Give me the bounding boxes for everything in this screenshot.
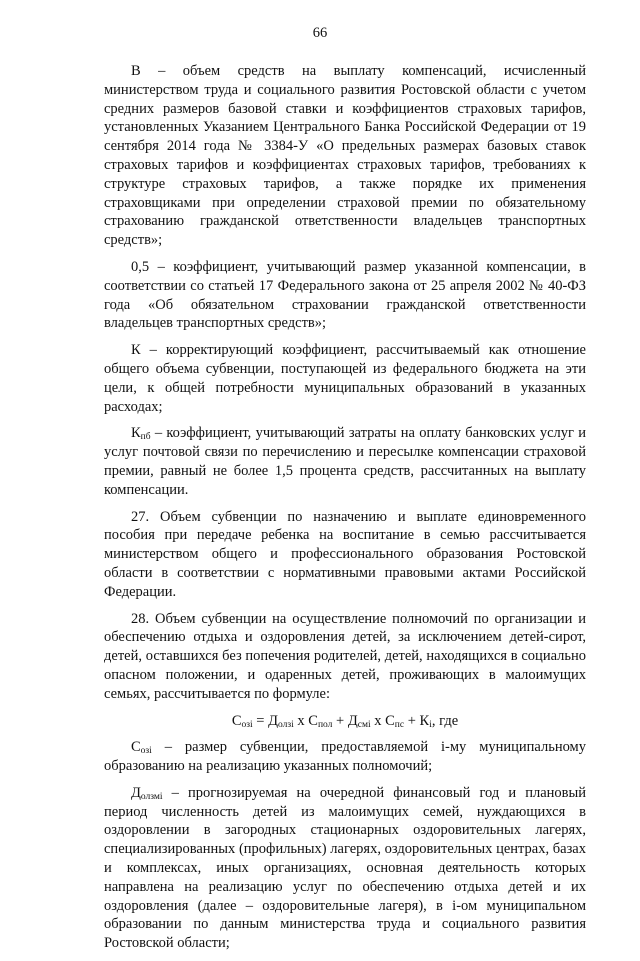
formula-operator: + — [404, 712, 420, 729]
formula-subscript: смi — [357, 719, 371, 730]
formula-subscript: i — [429, 719, 432, 730]
paragraph-item-28 — [104, 610, 586, 704]
formula-operator: х — [370, 712, 386, 729]
paragraph-dolzmi — [104, 784, 586, 953]
formula-tail: , где — [431, 712, 459, 729]
paragraph-kpb — [104, 424, 586, 499]
paragraph-text: – прогнозируемая на очередной финансовый год и плановый период численность детей из малоимущих семей, нуждающихся в оздоровлении в загородных стационарных оздоровительных лагерях, специализированных (профильных) лагерях, оздоровительных центрах, базах и комплексах, иных организациях, основная деятельность которых направлена на реализацию услуг по обеспечению отдыха детей и их оздоровления (далее – оздоровительные лагеря), в i-ом муниципальном образовании по данным министерства труда и социального развития Ростовской области; — [104, 784, 586, 952]
term: С — [131, 739, 141, 756]
paragraph-text: – объем средств на выплату компенсаций, исчисленный министерством труда и социального развития Ростовской области с учетом средних размеров базовой ставки и коэффициентов страховых тарифов, установленных Указанием Центрального Банка Российской Федерации от 19 сентября 2014 года № 3384-У «О предельных размерах базовых ставок страховых тарифов и коэффициентах страховых тарифов, требованиях к структуре страховых тарифов, а также порядке их применения страховщиками при определении страховой премии по обязательному страхованию гражданской ответственности владельцев транспортных средств»; — [104, 63, 586, 249]
term: 0,5 — [131, 258, 150, 275]
formula-symbol: С — [385, 712, 395, 729]
formula-symbol: Д — [268, 712, 279, 729]
paragraph-text: – корректирующий коэффициент, рассчитываемый как отношение общего объема субвенции, поступающей из федерального бюджета на эти цели, к общей потребности муниципальных образований в указанных расходах; — [104, 342, 586, 415]
paragraph-item-27 — [104, 508, 586, 602]
paragraph-text: – коэффициент, учитывающий размер указанной компенсации, в соответствии со статьей 17 Федерального закона от 25 апреля 2002 № 40-ФЗ года «Об обязательном страховании гражданской ответственности владельцев транспортных средств»; — [104, 258, 586, 332]
term-subscript: озi — [140, 746, 152, 757]
term: К — [131, 425, 141, 442]
formula-operator: + — [332, 712, 348, 729]
paragraph-text: 28. Объем субвенции на осуществление полномочий по организации и обеспечению отдыха и оздоровления детей, за исключением детей-сирот, детей, оставшихся без попечения родителей, детей, находящихся в социально опасном положении, и одаренных детей, проживающих в малоимущих семьях, рассчитывается по формуле: — [104, 610, 586, 702]
paragraph-sozi — [104, 738, 586, 776]
formula-operator: = — [252, 712, 269, 729]
term: Д — [131, 784, 141, 801]
term: В — [131, 63, 141, 79]
paragraph-text: – размер субвенции, предоставляемой i-му муниципальному образованию на реализацию указанных полномочий; — [104, 739, 586, 775]
term-subscript: пб — [140, 432, 151, 443]
formula-subscript: олзi — [278, 719, 294, 730]
page-number: 66 — [312, 25, 328, 41]
term-subscript: олзмi — [140, 791, 163, 802]
paragraph-text: – коэффициент, учитывающий затраты на оплату банковских услуг и услуг почтовой связи по перечислению и пересылке компенсации страховой премии, равный не более 1,5 процента средств, рассчитанных на выплату компенсации. — [104, 425, 586, 498]
paragraph-text: 27. Объем субвенции по назначению и выплате единовременного пособия при передаче ребенка на воспитание в семью рассчитывается министерством общего и профессионального образования Ростовской области в соответствии с нормативными правовыми актами Российской Федерации. — [104, 508, 586, 600]
paragraph-k — [104, 341, 586, 416]
formula-symbol: С — [308, 712, 318, 729]
formula-subscript: озi — [241, 719, 253, 730]
formula — [104, 712, 586, 731]
formula-symbol: С — [231, 712, 242, 729]
formula-symbol: К — [419, 712, 430, 729]
formula-subscript: пол — [317, 719, 333, 730]
formula-operator: х — [293, 712, 309, 729]
term: К — [131, 342, 141, 359]
formula-subscript: пс — [394, 719, 405, 730]
paragraph-coef-05 — [104, 258, 586, 333]
formula-symbol: Д — [347, 712, 358, 729]
paragraph-v — [104, 62, 586, 250]
document-body — [104, 62, 586, 961]
